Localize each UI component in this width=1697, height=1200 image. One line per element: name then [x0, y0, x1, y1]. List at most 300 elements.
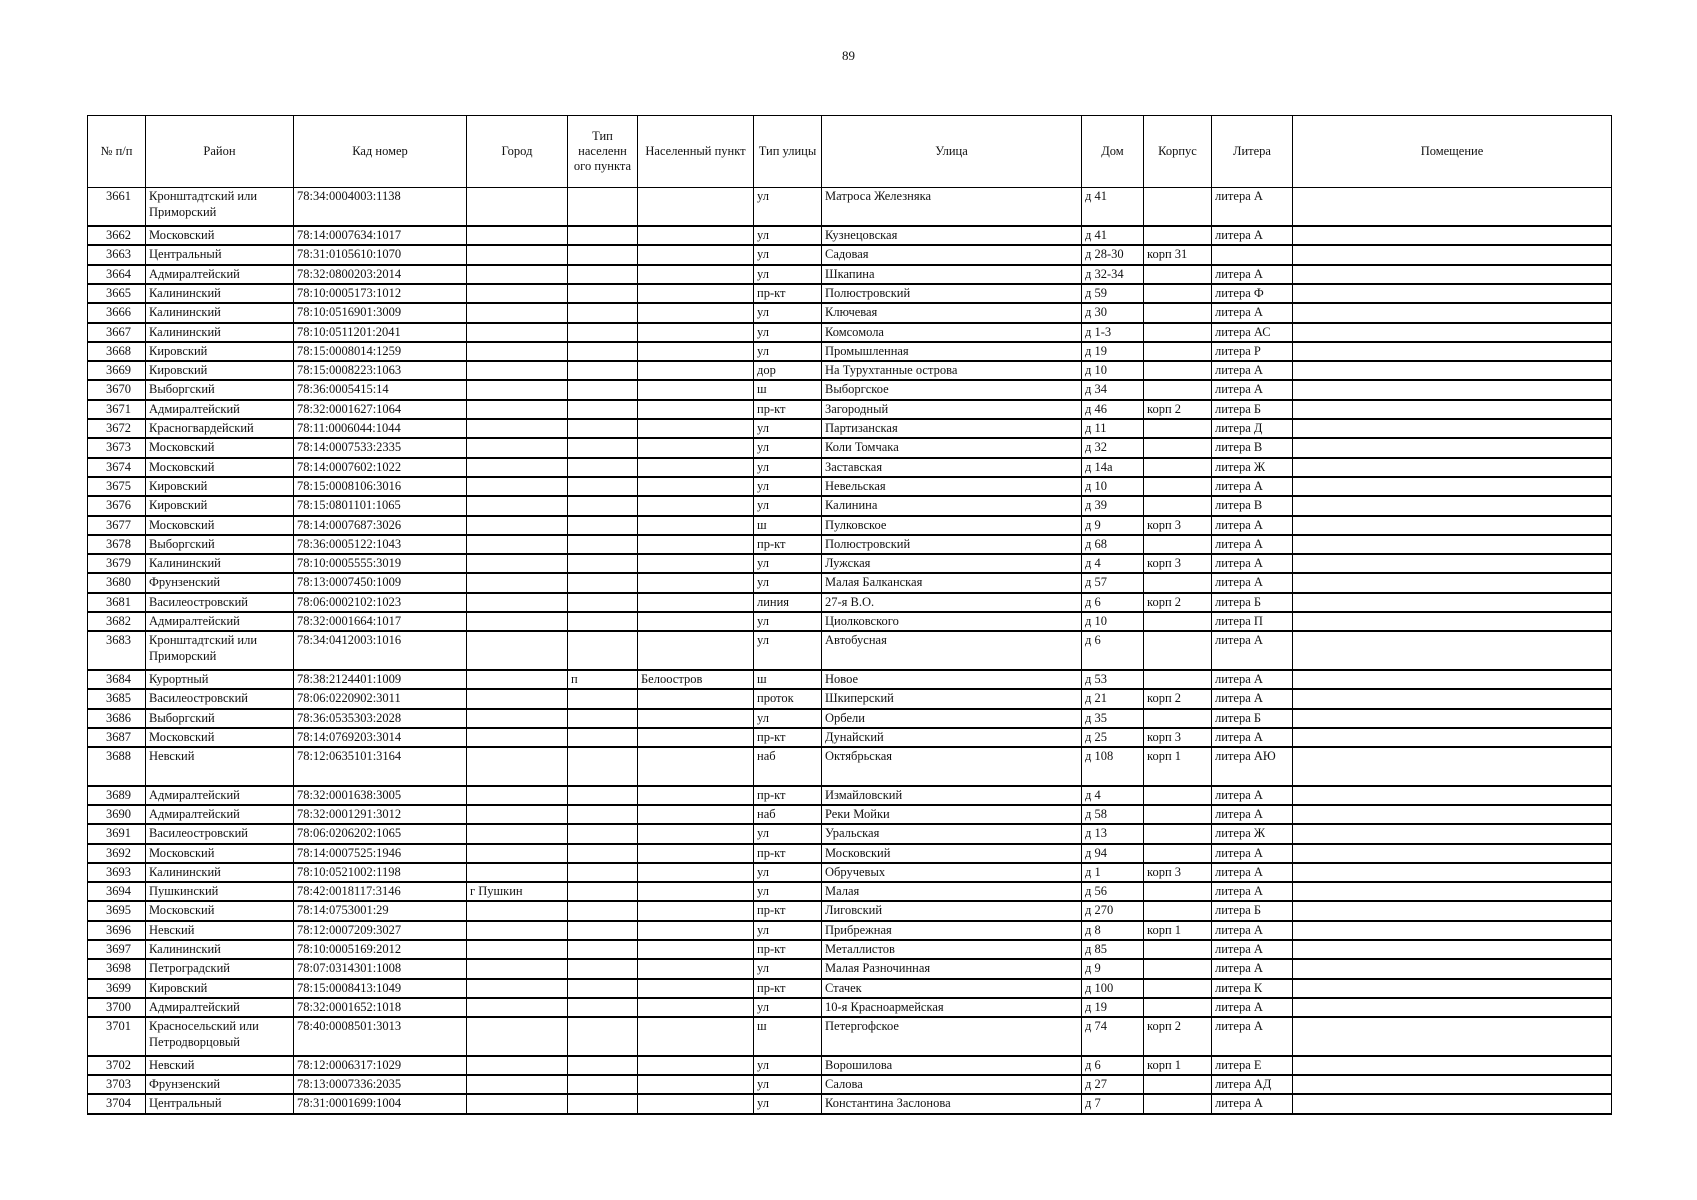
cell-num: 3664 [88, 265, 146, 284]
cell-street: Матроса Железняка [822, 188, 1082, 227]
cell-street: Малая Балканская [822, 573, 1082, 592]
cell-street: Шкиперский [822, 689, 1082, 708]
cell-settlement-type [568, 380, 638, 399]
col-header-street-type: Тип улицы [754, 116, 822, 188]
cell-district: Кировский [146, 342, 294, 361]
cell-street: Дунайский [822, 728, 1082, 747]
cell-cadastral-number: 78:32:0001638:3005 [294, 786, 467, 805]
cell-street: Пулковское [822, 516, 1082, 535]
cell-premises [1293, 400, 1612, 419]
cell-premises [1293, 380, 1612, 399]
cell-street: Комсомола [822, 323, 1082, 342]
cell-street-type: ул [754, 245, 822, 264]
table-row [88, 709, 1612, 728]
cell-city: г Пушкин [467, 882, 568, 901]
cell-building [1144, 959, 1212, 978]
cell-house: д 6 [1082, 1056, 1144, 1075]
cell-city [467, 979, 568, 998]
cell-settlement [638, 303, 754, 322]
cell-settlement-type [568, 554, 638, 573]
cell-cadastral-number: 78:14:0007602:1022 [294, 458, 467, 477]
cell-settlement-type [568, 959, 638, 978]
cell-cadastral-number: 78:36:0005415:14 [294, 380, 467, 399]
cell-district: Невский [146, 921, 294, 940]
cell-num: 3687 [88, 728, 146, 747]
cell-street: На Турухтанные острова [822, 361, 1082, 380]
cell-settlement-type [568, 361, 638, 380]
cell-premises [1293, 998, 1612, 1017]
cell-city [467, 188, 568, 227]
cell-num: 3663 [88, 245, 146, 264]
cell-city [467, 303, 568, 322]
cell-city [467, 998, 568, 1017]
cell-district: Василеостровский [146, 824, 294, 843]
cell-street: Коли Томчака [822, 438, 1082, 457]
cell-district: Кронштадтский или Приморский [146, 631, 294, 670]
cell-house: д 10 [1082, 477, 1144, 496]
cell-city [467, 728, 568, 747]
cell-house: д 7 [1082, 1094, 1144, 1113]
table-row [88, 573, 1612, 592]
cell-premises [1293, 458, 1612, 477]
cell-street: Металлистов [822, 940, 1082, 959]
cell-house: д 6 [1082, 631, 1144, 670]
cell-street: Невельская [822, 477, 1082, 496]
cell-letter: литера А [1212, 631, 1293, 670]
cell-city [467, 323, 568, 342]
cell-premises [1293, 1056, 1612, 1075]
table-row [88, 303, 1612, 322]
cell-street-type: ш [754, 1017, 822, 1056]
cell-building [1144, 824, 1212, 843]
cell-street: 27-я В.О. [822, 593, 1082, 612]
cell-street: Малая [822, 882, 1082, 901]
cell-letter: литера Б [1212, 709, 1293, 728]
cell-num: 3673 [88, 438, 146, 457]
cell-street: Лиговский [822, 901, 1082, 920]
cell-num: 3701 [88, 1017, 146, 1056]
cell-city [467, 689, 568, 708]
cell-street-type: ул [754, 1056, 822, 1075]
cell-letter: литера А [1212, 805, 1293, 824]
cell-house: д 6 [1082, 593, 1144, 612]
cell-num: 3676 [88, 496, 146, 515]
cell-cadastral-number: 78:42:0018117:3146 [294, 882, 467, 901]
cell-district: Василеостровский [146, 689, 294, 708]
cell-building [1144, 573, 1212, 592]
table-row [88, 882, 1612, 901]
cell-settlement-type: п [568, 670, 638, 689]
cell-premises [1293, 921, 1612, 940]
cell-house: д 46 [1082, 400, 1144, 419]
cell-cadastral-number: 78:10:0516901:3009 [294, 303, 467, 322]
cell-house: д 9 [1082, 516, 1144, 535]
cell-street-type: ул [754, 631, 822, 670]
cell-premises [1293, 496, 1612, 515]
cell-city [467, 921, 568, 940]
cell-house: д 58 [1082, 805, 1144, 824]
cell-building [1144, 535, 1212, 554]
cell-letter: литера А [1212, 361, 1293, 380]
table-row [88, 670, 1612, 689]
table-row [88, 747, 1612, 786]
cell-letter: литера Б [1212, 593, 1293, 612]
cell-street-type: ул [754, 998, 822, 1017]
cell-district: Адмиралтейский [146, 786, 294, 805]
cell-num: 3689 [88, 786, 146, 805]
cell-street-type: ул [754, 496, 822, 515]
cell-settlement-type [568, 535, 638, 554]
cell-district: Пушкинский [146, 882, 294, 901]
table-row [88, 1094, 1612, 1113]
cell-district: Кировский [146, 979, 294, 998]
cell-city [467, 496, 568, 515]
cell-settlement-type [568, 709, 638, 728]
cell-settlement [638, 496, 754, 515]
cell-num: 3661 [88, 188, 146, 227]
cell-building: корп 3 [1144, 728, 1212, 747]
cell-house: д 94 [1082, 844, 1144, 863]
cell-letter: литера Е [1212, 1056, 1293, 1075]
cell-settlement-type [568, 979, 638, 998]
cell-house: д 68 [1082, 535, 1144, 554]
cell-city [467, 670, 568, 689]
cell-house: д 4 [1082, 786, 1144, 805]
cell-settlement-type [568, 516, 638, 535]
cell-city [467, 400, 568, 419]
cell-num: 3696 [88, 921, 146, 940]
cell-num: 3674 [88, 458, 146, 477]
cell-premises [1293, 805, 1612, 824]
cell-cadastral-number: 78:32:0001291:3012 [294, 805, 467, 824]
cell-city [467, 786, 568, 805]
cell-letter: литера А [1212, 921, 1293, 940]
cell-street-type: ул [754, 709, 822, 728]
cell-street: Кузнецовская [822, 226, 1082, 245]
table-row [88, 921, 1612, 940]
cell-city [467, 284, 568, 303]
table-row [88, 477, 1612, 496]
cell-num: 3694 [88, 882, 146, 901]
cell-city [467, 380, 568, 399]
cell-letter: литера А [1212, 786, 1293, 805]
table-row [88, 824, 1612, 843]
cell-building [1144, 998, 1212, 1017]
cell-premises [1293, 516, 1612, 535]
cell-street-type: ул [754, 882, 822, 901]
cell-cadastral-number: 78:07:0314301:1008 [294, 959, 467, 978]
cell-cadastral-number: 78:14:0007634:1017 [294, 226, 467, 245]
table-row [88, 612, 1612, 631]
table-row [88, 1017, 1612, 1056]
cell-letter: литера А [1212, 477, 1293, 496]
cell-street-type: дор [754, 361, 822, 380]
cell-street-type: пр-кт [754, 400, 822, 419]
cell-settlement-type [568, 863, 638, 882]
cell-letter: литера А [1212, 380, 1293, 399]
cell-building: корп 2 [1144, 1017, 1212, 1056]
cell-settlement-type [568, 998, 638, 1017]
cell-building [1144, 284, 1212, 303]
cell-settlement-type [568, 419, 638, 438]
cell-cadastral-number: 78:14:0007533:2335 [294, 438, 467, 457]
cell-cadastral-number: 78:36:0535303:2028 [294, 709, 467, 728]
cell-building [1144, 940, 1212, 959]
cell-settlement [638, 689, 754, 708]
cell-house: д 19 [1082, 998, 1144, 1017]
cell-district: Невский [146, 747, 294, 786]
cell-street: Ворошилова [822, 1056, 1082, 1075]
table-row [88, 400, 1612, 419]
cell-street: Ключевая [822, 303, 1082, 322]
table-row [88, 593, 1612, 612]
cell-house: д 30 [1082, 303, 1144, 322]
cell-letter: литера А [1212, 188, 1293, 227]
cell-house: д 57 [1082, 573, 1144, 592]
table-row [88, 631, 1612, 670]
cell-cadastral-number: 78:10:0005169:2012 [294, 940, 467, 959]
cell-settlement [638, 747, 754, 786]
cell-district: Адмиралтейский [146, 400, 294, 419]
cell-building [1144, 265, 1212, 284]
cell-district: Московский [146, 516, 294, 535]
cell-building [1144, 786, 1212, 805]
cell-letter: литера К [1212, 979, 1293, 998]
cell-num: 3699 [88, 979, 146, 998]
cell-num: 3682 [88, 612, 146, 631]
cell-settlement [638, 226, 754, 245]
cell-city [467, 901, 568, 920]
cell-letter: литера А [1212, 863, 1293, 882]
cell-building [1144, 709, 1212, 728]
cell-settlement [638, 380, 754, 399]
cell-building: корп 2 [1144, 400, 1212, 419]
cell-house: д 10 [1082, 612, 1144, 631]
cell-street: Малая Разночинная [822, 959, 1082, 978]
cell-house: д 32 [1082, 438, 1144, 457]
cell-city [467, 438, 568, 457]
cell-settlement [638, 959, 754, 978]
cell-street: Петергофское [822, 1017, 1082, 1056]
cell-cadastral-number: 78:32:0001627:1064 [294, 400, 467, 419]
cell-settlement-type [568, 323, 638, 342]
table-row [88, 226, 1612, 245]
cell-city [467, 361, 568, 380]
col-header-cadastral-number: Кад номер [294, 116, 467, 188]
cell-num: 3698 [88, 959, 146, 978]
table-row [88, 979, 1612, 998]
cell-cadastral-number: 78:13:0007336:2035 [294, 1075, 467, 1094]
cell-premises [1293, 438, 1612, 457]
cell-cadastral-number: 78:10:0521002:1198 [294, 863, 467, 882]
cell-cadastral-number: 78:10:0005555:3019 [294, 554, 467, 573]
cell-house: д 14а [1082, 458, 1144, 477]
cell-street: Октябрьская [822, 747, 1082, 786]
cell-street: Полюстровский [822, 284, 1082, 303]
cell-district: Адмиралтейский [146, 805, 294, 824]
table-row [88, 863, 1612, 882]
cell-letter [1212, 245, 1293, 264]
cell-building [1144, 438, 1212, 457]
cell-house: д 1 [1082, 863, 1144, 882]
table-row [88, 998, 1612, 1017]
cell-premises [1293, 226, 1612, 245]
cell-letter: литера Ж [1212, 458, 1293, 477]
cell-num: 3692 [88, 844, 146, 863]
cell-house: д 28-30 [1082, 245, 1144, 264]
cell-street: Константина Заслонова [822, 1094, 1082, 1113]
cell-district: Курортный [146, 670, 294, 689]
cell-city [467, 1094, 568, 1113]
cell-settlement-type [568, 824, 638, 843]
cell-settlement [638, 728, 754, 747]
table-row [88, 361, 1612, 380]
cell-num: 3680 [88, 573, 146, 592]
cell-house: д 21 [1082, 689, 1144, 708]
col-header-premises: Помещение [1293, 116, 1612, 188]
cell-letter: литера А [1212, 1094, 1293, 1113]
cell-district: Выборгский [146, 709, 294, 728]
cell-settlement-type [568, 747, 638, 786]
cell-street: Автобусная [822, 631, 1082, 670]
cell-building [1144, 631, 1212, 670]
cell-num: 3667 [88, 323, 146, 342]
cell-settlement [638, 361, 754, 380]
cell-settlement [638, 612, 754, 631]
cell-district: Фрунзенский [146, 1075, 294, 1094]
cell-settlement [638, 844, 754, 863]
cell-street-type: ул [754, 477, 822, 496]
cell-building [1144, 844, 1212, 863]
cell-num: 3703 [88, 1075, 146, 1094]
cell-street-type: ш [754, 670, 822, 689]
cell-city [467, 1075, 568, 1094]
cell-letter: литера А [1212, 940, 1293, 959]
cell-settlement [638, 979, 754, 998]
cell-settlement-type [568, 728, 638, 747]
cell-street: 10-я Красноармейская [822, 998, 1082, 1017]
cell-street-type: ул [754, 458, 822, 477]
cell-district: Василеостровский [146, 593, 294, 612]
table-row [88, 438, 1612, 457]
cell-premises [1293, 901, 1612, 920]
cell-settlement-type [568, 786, 638, 805]
cell-district: Центральный [146, 1094, 294, 1113]
table-row [88, 496, 1612, 515]
cell-house: д 39 [1082, 496, 1144, 515]
cell-premises [1293, 631, 1612, 670]
cell-letter: литера АС [1212, 323, 1293, 342]
cell-settlement-type [568, 593, 638, 612]
cell-street: Прибрежная [822, 921, 1082, 940]
cell-street-type: ул [754, 188, 822, 227]
cell-building [1144, 805, 1212, 824]
cell-premises [1293, 323, 1612, 342]
table-row [88, 844, 1612, 863]
cell-street: Загородный [822, 400, 1082, 419]
cell-house: д 41 [1082, 226, 1144, 245]
cell-premises [1293, 342, 1612, 361]
cell-street-type: ул [754, 824, 822, 843]
cell-settlement [638, 419, 754, 438]
cell-building [1144, 670, 1212, 689]
cell-cadastral-number: 78:36:0005122:1043 [294, 535, 467, 554]
cell-letter: литера А [1212, 1017, 1293, 1056]
cell-premises [1293, 284, 1612, 303]
cell-settlement-type [568, 188, 638, 227]
cell-street: Уральская [822, 824, 1082, 843]
cell-cadastral-number: 78:38:2124401:1009 [294, 670, 467, 689]
cell-settlement [638, 593, 754, 612]
col-header-district: Район [146, 116, 294, 188]
cell-settlement-type [568, 303, 638, 322]
cell-district: Московский [146, 844, 294, 863]
cell-house: д 27 [1082, 1075, 1144, 1094]
cell-num: 3695 [88, 901, 146, 920]
cell-cadastral-number: 78:34:0004003:1138 [294, 188, 467, 227]
table-row [88, 419, 1612, 438]
cell-settlement [638, 709, 754, 728]
cell-street: Полюстровский [822, 535, 1082, 554]
cell-house: д 8 [1082, 921, 1144, 940]
cell-num: 3697 [88, 940, 146, 959]
cell-city [467, 824, 568, 843]
cell-building: корп 1 [1144, 921, 1212, 940]
cell-settlement [638, 458, 754, 477]
cell-num: 3672 [88, 419, 146, 438]
cell-premises [1293, 959, 1612, 978]
col-header-settlement-type: Тип населенн ого пункта [568, 116, 638, 188]
cell-premises [1293, 593, 1612, 612]
cell-settlement [638, 573, 754, 592]
table-row [88, 265, 1612, 284]
cell-house: д 35 [1082, 709, 1144, 728]
cell-city [467, 805, 568, 824]
cell-settlement-type [568, 805, 638, 824]
cell-cadastral-number: 78:12:0635101:3164 [294, 747, 467, 786]
cell-house: д 56 [1082, 882, 1144, 901]
cell-cadastral-number: 78:15:0008014:1259 [294, 342, 467, 361]
cell-district: Красногвардейский [146, 419, 294, 438]
cell-city [467, 535, 568, 554]
cell-cadastral-number: 78:32:0001652:1018 [294, 998, 467, 1017]
cell-building [1144, 361, 1212, 380]
cell-cadastral-number: 78:12:0007209:3027 [294, 921, 467, 940]
cell-city [467, 612, 568, 631]
cell-num: 3679 [88, 554, 146, 573]
cell-settlement [638, 188, 754, 227]
cell-street-type: ул [754, 419, 822, 438]
cell-num: 3678 [88, 535, 146, 554]
cell-letter: литера Б [1212, 400, 1293, 419]
cell-premises [1293, 709, 1612, 728]
cell-district: Выборгский [146, 535, 294, 554]
cell-house: д 85 [1082, 940, 1144, 959]
cell-letter: литера Ф [1212, 284, 1293, 303]
table-row [88, 1056, 1612, 1075]
cell-building [1144, 188, 1212, 227]
cell-premises [1293, 689, 1612, 708]
cell-settlement-type [568, 882, 638, 901]
cell-building [1144, 323, 1212, 342]
cell-settlement-type [568, 458, 638, 477]
cell-city [467, 593, 568, 612]
cell-street-type: ул [754, 921, 822, 940]
cell-settlement-type [568, 1094, 638, 1113]
cell-letter: литера Б [1212, 901, 1293, 920]
cell-city [467, 554, 568, 573]
cell-district: Кировский [146, 361, 294, 380]
